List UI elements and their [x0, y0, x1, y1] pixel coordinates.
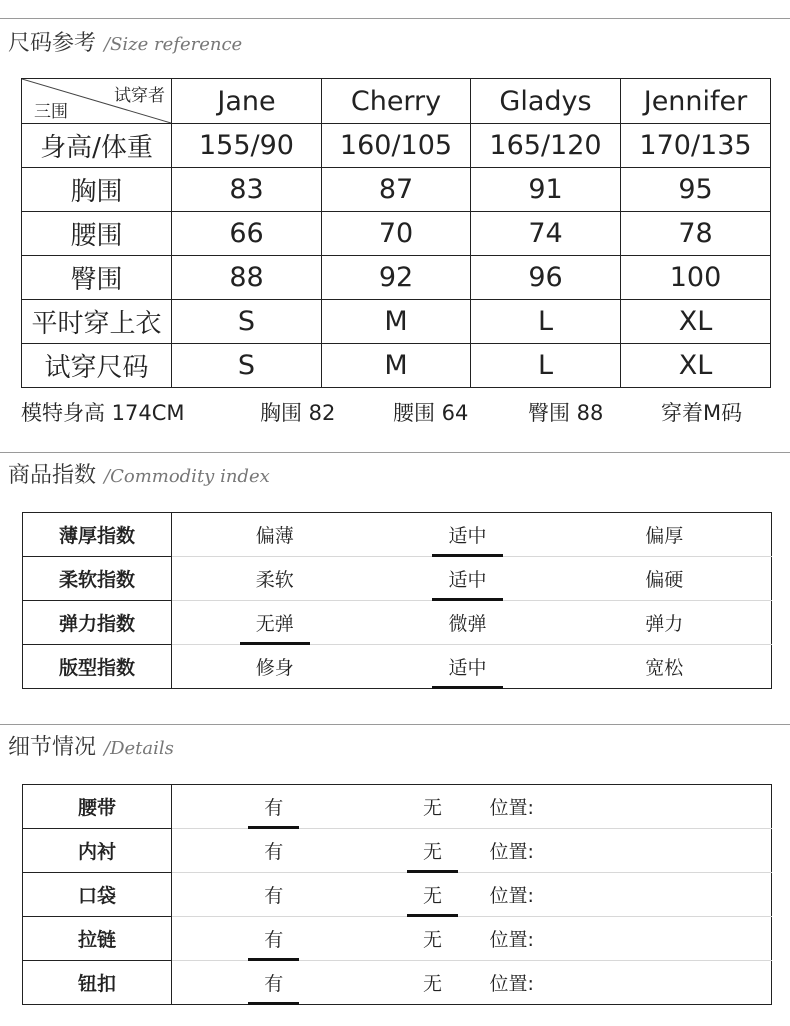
divider-index: [0, 452, 790, 453]
index-row: [23, 645, 772, 689]
details-option-cell: [376, 961, 490, 1005]
row-label: 腰围: [22, 212, 172, 256]
index-option-selected: 适中: [438, 521, 496, 548]
size-value: S: [172, 300, 322, 344]
index-section-title: [8, 458, 270, 488]
model-waist: 腰围 64: [393, 401, 469, 425]
size-value: 155/90: [172, 124, 322, 168]
size-value: 88: [172, 256, 322, 300]
index-option-selected: 适中: [438, 653, 496, 680]
index-option: 偏薄: [255, 525, 294, 547]
row-label: 胸围: [22, 168, 172, 212]
index-option-cell: [378, 645, 558, 689]
index-option-cell: [172, 513, 378, 557]
index-option-cell: [558, 557, 772, 601]
model-measurements: [21, 397, 781, 427]
size-row-try-size: [22, 344, 771, 388]
index-option-cell: [558, 645, 772, 689]
details-row: [23, 961, 772, 1005]
person-name: Jennifer: [621, 79, 771, 124]
size-row-waist: [22, 212, 771, 256]
index-row: [23, 601, 772, 645]
size-value: M: [322, 344, 471, 388]
index-option: 偏硬: [645, 569, 684, 591]
index-option-cell: [172, 557, 378, 601]
index-option: 柔软: [255, 569, 294, 591]
details-position-label: 位置:: [490, 829, 772, 873]
size-value: 74: [471, 212, 621, 256]
size-value: 83: [172, 168, 322, 212]
details-option: 无: [422, 973, 442, 995]
size-value: 70: [322, 212, 471, 256]
index-label: 版型指数: [23, 645, 172, 689]
size-value: 100: [621, 256, 771, 300]
details-option-cell: [172, 961, 376, 1005]
size-value: 91: [471, 168, 621, 212]
row-label: 身高/体重: [22, 124, 172, 168]
details-row: [23, 917, 772, 961]
row-label: 试穿尺码: [22, 344, 172, 388]
index-label: 柔软指数: [23, 557, 172, 601]
size-value: 92: [322, 256, 471, 300]
details-section-title: [8, 730, 174, 760]
size-value: 165/120: [471, 124, 621, 168]
details-label: 腰带: [23, 785, 172, 829]
details-label: 钮扣: [23, 961, 172, 1005]
details-row: [23, 873, 772, 917]
details-option: 无: [422, 797, 442, 819]
details-option: 有: [264, 885, 284, 907]
details-option: 有: [264, 841, 284, 863]
index-option-cell: [378, 557, 558, 601]
person-name: Gladys: [471, 79, 621, 124]
index-option-selected: 无弹: [246, 609, 304, 636]
size-value: 95: [621, 168, 771, 212]
size-value: L: [471, 344, 621, 388]
details-table: [22, 784, 772, 1005]
details-option-cell: [172, 917, 376, 961]
index-option-cell: [378, 513, 558, 557]
index-row: [23, 557, 772, 601]
details-label: 拉链: [23, 917, 172, 961]
model-wearing: 穿着M码: [661, 401, 743, 425]
index-option-cell: [172, 601, 378, 645]
details-option-cell: [172, 785, 376, 829]
size-title-en: /Size reference: [104, 34, 243, 55]
corner-top-label: 试穿者: [114, 86, 165, 106]
index-title-en: /Commodity index: [104, 466, 270, 487]
size-table: [21, 78, 771, 388]
details-row: [23, 829, 772, 873]
corner-bottom-label: 三围: [34, 102, 68, 122]
index-option-cell: [378, 601, 558, 645]
index-option: 微弹: [448, 613, 487, 635]
size-value: 66: [172, 212, 322, 256]
index-option: 偏厚: [645, 525, 684, 547]
details-row: [23, 785, 772, 829]
model-hip: 臀围 88: [528, 401, 604, 425]
details-option-cell: [376, 873, 490, 917]
index-label: 弹力指数: [23, 601, 172, 645]
details-position-label: 位置:: [490, 961, 772, 1005]
row-label: 臀围: [22, 256, 172, 300]
details-position-label: 位置:: [490, 873, 772, 917]
details-option-selected: 无: [413, 881, 452, 908]
index-option: 修身: [255, 657, 294, 679]
index-option: 宽松: [645, 657, 684, 679]
size-value: 87: [322, 168, 471, 212]
index-option-cell: [558, 513, 772, 557]
size-row-height-weight: [22, 124, 771, 168]
index-option-cell: [558, 601, 772, 645]
details-option-selected: 有: [254, 793, 293, 820]
divider-top: [0, 18, 790, 19]
person-name: Jane: [172, 79, 322, 124]
size-row-usual-size: [22, 300, 771, 344]
size-value: XL: [621, 300, 771, 344]
details-option-cell: [172, 873, 376, 917]
size-value: 160/105: [322, 124, 471, 168]
index-table: [22, 512, 772, 689]
index-title-cn: 商品指数: [8, 463, 97, 488]
size-value: 78: [621, 212, 771, 256]
details-title-en: /Details: [104, 738, 174, 759]
details-label: 内衬: [23, 829, 172, 873]
details-option-cell: [376, 785, 490, 829]
details-option-cell: [376, 829, 490, 873]
index-label: 薄厚指数: [23, 513, 172, 557]
size-value: 170/135: [621, 124, 771, 168]
corner-cell: [22, 79, 172, 124]
details-option-cell: [172, 829, 376, 873]
size-value: XL: [621, 344, 771, 388]
details-title-cn: 细节情况: [8, 735, 97, 760]
details-option-selected: 无: [413, 837, 452, 864]
details-option-cell: [376, 917, 490, 961]
size-header-row: [22, 79, 771, 124]
details-position-label: 位置:: [489, 797, 534, 819]
details-option-selected: 有: [254, 969, 293, 996]
index-option: 弹力: [645, 613, 684, 635]
model-bust: 胸围 82: [260, 401, 336, 425]
index-option-cell: [172, 645, 378, 689]
size-value: M: [322, 300, 471, 344]
row-label: 平时穿上衣: [22, 300, 172, 344]
size-section-title: [8, 26, 242, 56]
size-title-cn: 尺码参考: [8, 31, 97, 56]
size-value: L: [471, 300, 621, 344]
size-value: 96: [471, 256, 621, 300]
model-height: 模特身高 174CM: [21, 401, 185, 425]
size-row-hip: [22, 256, 771, 300]
person-name: Cherry: [322, 79, 471, 124]
index-row: [23, 513, 772, 557]
details-position-label: 位置:: [490, 917, 772, 961]
size-row-bust: [22, 168, 771, 212]
details-label: 口袋: [23, 873, 172, 917]
details-option-selected: 有: [254, 925, 293, 952]
divider-details: [0, 724, 790, 725]
index-option-selected: 适中: [438, 565, 496, 592]
size-value: S: [172, 344, 322, 388]
details-option: 无: [422, 929, 442, 951]
